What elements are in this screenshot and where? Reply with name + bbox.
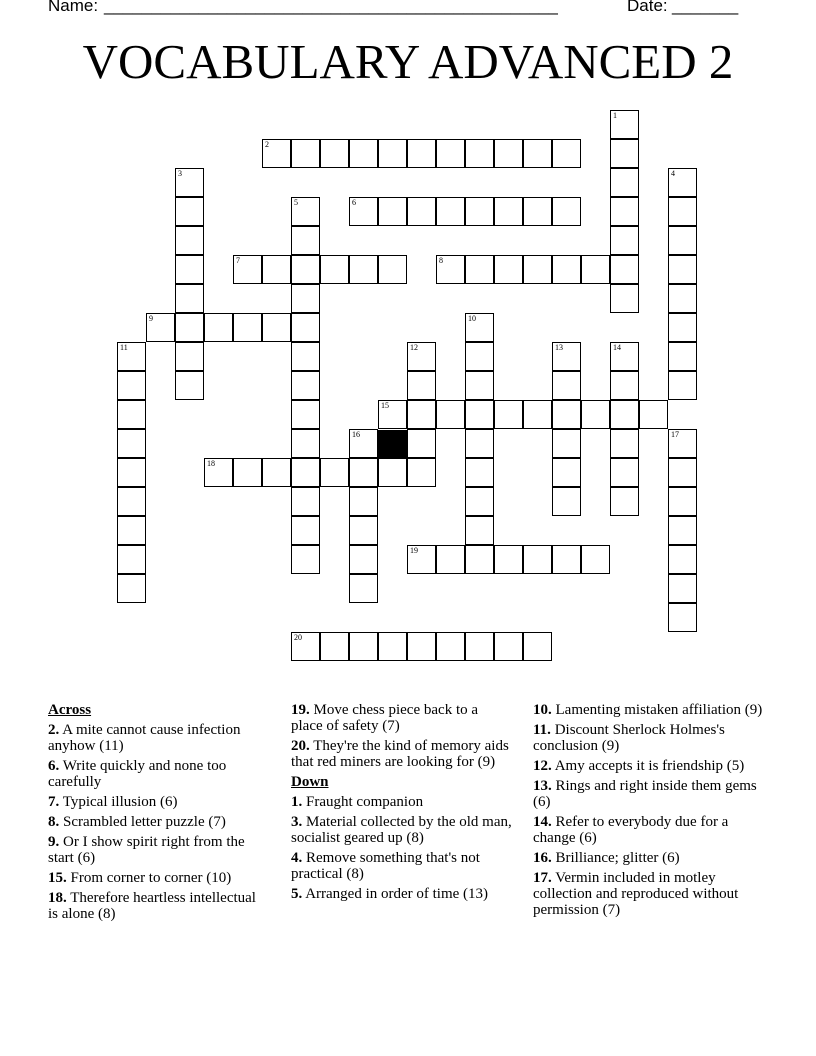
clue-number: 5 bbox=[294, 198, 298, 207]
clue-number: 2 bbox=[265, 140, 269, 149]
grid-cell[interactable] bbox=[581, 255, 610, 284]
grid-cell[interactable] bbox=[378, 139, 407, 168]
grid-cell[interactable] bbox=[291, 371, 320, 400]
grid-cell[interactable] bbox=[291, 487, 320, 516]
clue-text: Scrambled letter puzzle (7) bbox=[63, 814, 226, 830]
clue-number: 6. bbox=[48, 758, 60, 774]
grid-cell[interactable] bbox=[291, 284, 320, 313]
clue-text: Move chess piece back to a place of safety (7) bbox=[291, 702, 479, 734]
grid-cell[interactable] bbox=[465, 516, 494, 545]
across-clue bbox=[291, 702, 513, 734]
grid-cell[interactable] bbox=[407, 371, 436, 400]
grid-cell[interactable] bbox=[407, 197, 436, 226]
clue-number: 7 bbox=[236, 256, 240, 265]
grid-cell[interactable] bbox=[668, 458, 697, 487]
grid-cell[interactable] bbox=[465, 429, 494, 458]
grid-cell[interactable] bbox=[465, 487, 494, 516]
grid-cell[interactable] bbox=[494, 632, 523, 661]
grid-cell[interactable] bbox=[175, 168, 204, 197]
clue-text: Refer to everybody due for a change (6) bbox=[533, 814, 729, 846]
grid-cell[interactable] bbox=[349, 487, 378, 516]
grid-cell[interactable] bbox=[668, 226, 697, 255]
grid-cell[interactable] bbox=[320, 139, 349, 168]
clue-number: 20 bbox=[294, 633, 302, 642]
grid-cell[interactable] bbox=[175, 284, 204, 313]
grid-cell[interactable] bbox=[378, 255, 407, 284]
grid-cell[interactable] bbox=[378, 458, 407, 487]
grid-cell[interactable] bbox=[291, 313, 320, 342]
clue-number: 13 bbox=[555, 343, 563, 352]
clue-number: 15 bbox=[381, 401, 389, 410]
clue-text: Or I show spirit right from the start (6) bbox=[48, 834, 245, 866]
grid-cell[interactable] bbox=[552, 429, 581, 458]
clue-number: 19. bbox=[291, 702, 310, 718]
grid-cell[interactable] bbox=[349, 458, 378, 487]
grid-cell[interactable] bbox=[668, 545, 697, 574]
grid-cell[interactable] bbox=[175, 226, 204, 255]
grid-cell[interactable] bbox=[552, 458, 581, 487]
clue-text: Therefore heartless intellectual is alone (8) bbox=[48, 890, 256, 922]
page-title: VOCABULARY ADVANCED 2 bbox=[82, 34, 734, 89]
grid-cell[interactable] bbox=[233, 313, 262, 342]
grid-cell[interactable] bbox=[610, 371, 639, 400]
grid-cell[interactable] bbox=[349, 197, 378, 226]
clue-number: 2. bbox=[48, 722, 60, 738]
clue-number: 13. bbox=[533, 778, 552, 794]
grid-cell[interactable] bbox=[291, 139, 320, 168]
grid-cell[interactable] bbox=[465, 458, 494, 487]
grid-cell[interactable] bbox=[436, 255, 465, 284]
clue-text: They're the kind of memory aids that red miners are looking for (9) bbox=[291, 738, 509, 770]
grid-cell[interactable] bbox=[175, 342, 204, 371]
grid-cell[interactable] bbox=[291, 197, 320, 226]
grid-cell[interactable] bbox=[291, 255, 320, 284]
grid-cell[interactable] bbox=[349, 139, 378, 168]
grid-cell[interactable] bbox=[117, 342, 146, 371]
clue-number: 17. bbox=[533, 870, 552, 886]
clue-number: 5. bbox=[291, 886, 303, 902]
grid-cell[interactable] bbox=[117, 545, 146, 574]
grid-cell[interactable] bbox=[610, 110, 639, 139]
grid-cell[interactable] bbox=[146, 313, 175, 342]
grid-cell[interactable] bbox=[523, 197, 552, 226]
clue-text: Typical illusion (6) bbox=[62, 794, 178, 810]
down-clue bbox=[291, 794, 513, 810]
clue-number: 18 bbox=[207, 459, 215, 468]
grid-cell[interactable] bbox=[610, 342, 639, 371]
grid-cell[interactable] bbox=[494, 255, 523, 284]
grid-cell[interactable] bbox=[610, 487, 639, 516]
grid-cell[interactable] bbox=[320, 458, 349, 487]
grid-cell[interactable] bbox=[175, 313, 204, 342]
grid-cell[interactable] bbox=[552, 139, 581, 168]
grid-cell[interactable] bbox=[668, 487, 697, 516]
clue-text: From corner to corner (10) bbox=[70, 870, 232, 886]
clue-number: 6 bbox=[352, 198, 356, 207]
clue-number: 11 bbox=[120, 343, 128, 352]
clue-column-1 bbox=[48, 702, 268, 926]
grid-cell[interactable] bbox=[349, 632, 378, 661]
clue-number: 10 bbox=[468, 314, 476, 323]
grid-cell[interactable] bbox=[117, 574, 146, 603]
grid-cell[interactable] bbox=[610, 284, 639, 313]
clue-number: 1. bbox=[291, 794, 303, 810]
clue-number: 4 bbox=[671, 169, 675, 178]
clue-number: 9. bbox=[48, 834, 60, 850]
grid-cell[interactable] bbox=[581, 545, 610, 574]
clue-number: 4. bbox=[291, 850, 303, 866]
grid-cell[interactable] bbox=[668, 197, 697, 226]
name-field-line[interactable]: ________________________________________________ bbox=[104, 0, 558, 15]
clue-heading: Across bbox=[48, 702, 92, 718]
date-label: Date: bbox=[627, 0, 668, 15]
clue-number: 20. bbox=[291, 738, 310, 754]
across-clue bbox=[48, 870, 268, 886]
across-clue bbox=[48, 758, 268, 790]
down-clue bbox=[533, 870, 763, 918]
grid-cell[interactable] bbox=[465, 197, 494, 226]
clue-number: 17 bbox=[671, 430, 679, 439]
grid-cell[interactable] bbox=[610, 168, 639, 197]
grid-cell[interactable] bbox=[668, 516, 697, 545]
grid-cell[interactable] bbox=[639, 400, 668, 429]
name-label: Name: bbox=[48, 0, 99, 15]
grid-cell[interactable] bbox=[552, 487, 581, 516]
grid-cell[interactable] bbox=[262, 313, 291, 342]
grid-cell[interactable] bbox=[175, 197, 204, 226]
clue-number: 10. bbox=[533, 702, 552, 718]
clue-number: 7. bbox=[48, 794, 60, 810]
clue-number: 16 bbox=[352, 430, 360, 439]
grid-cell[interactable] bbox=[465, 342, 494, 371]
grid-cell[interactable] bbox=[204, 458, 233, 487]
grid-cell[interactable] bbox=[407, 342, 436, 371]
down-clue bbox=[533, 722, 763, 754]
grid-cell[interactable] bbox=[436, 139, 465, 168]
clue-column-3 bbox=[533, 702, 763, 922]
grid-cell[interactable] bbox=[668, 603, 697, 632]
date-field-line[interactable]: _______ bbox=[672, 0, 739, 15]
across-clue bbox=[48, 722, 268, 754]
clue-text: Vermin included in motley collection and reproduced without permission (7) bbox=[533, 870, 739, 918]
grid-cell[interactable] bbox=[668, 313, 697, 342]
grid-cell[interactable] bbox=[291, 342, 320, 371]
grid-cell[interactable] bbox=[436, 197, 465, 226]
grid-cell[interactable] bbox=[407, 429, 436, 458]
clue-number: 9 bbox=[149, 314, 153, 323]
grid-cell[interactable] bbox=[378, 197, 407, 226]
clue-number: 15. bbox=[48, 870, 67, 886]
clue-column-2 bbox=[291, 702, 513, 906]
grid-cell[interactable] bbox=[233, 458, 262, 487]
grid-cell[interactable] bbox=[668, 284, 697, 313]
across-clue bbox=[48, 814, 268, 830]
clue-number: 14 bbox=[613, 343, 621, 352]
grid-cell[interactable] bbox=[523, 400, 552, 429]
grid-cell[interactable] bbox=[465, 545, 494, 574]
grid-cell[interactable] bbox=[465, 255, 494, 284]
clue-text: Lamenting mistaken affiliation (9) bbox=[555, 702, 763, 718]
down-clue bbox=[533, 850, 763, 866]
grid-cell[interactable] bbox=[291, 632, 320, 661]
clue-number: 18. bbox=[48, 890, 67, 906]
grid-cell[interactable] bbox=[204, 313, 233, 342]
grid-cell[interactable] bbox=[610, 197, 639, 226]
down-clue bbox=[291, 850, 513, 882]
down-clue bbox=[533, 702, 763, 718]
grid-cell[interactable] bbox=[465, 139, 494, 168]
grid-cell[interactable] bbox=[610, 458, 639, 487]
grid-cell[interactable] bbox=[291, 545, 320, 574]
grid-cell[interactable] bbox=[610, 226, 639, 255]
grid-cell[interactable] bbox=[610, 139, 639, 168]
grid-cell[interactable] bbox=[668, 371, 697, 400]
down-clue bbox=[533, 814, 763, 846]
clue-text: Amy accepts it is friendship (5) bbox=[554, 758, 745, 774]
grid-cell[interactable] bbox=[349, 516, 378, 545]
grid-cell[interactable] bbox=[291, 429, 320, 458]
grid-cell[interactable] bbox=[117, 487, 146, 516]
grid-cell[interactable] bbox=[668, 342, 697, 371]
clue-number: 3. bbox=[291, 814, 303, 830]
grid-cell[interactable] bbox=[668, 574, 697, 603]
across-clue bbox=[291, 738, 513, 770]
down-clue bbox=[291, 886, 513, 902]
across-clue bbox=[48, 794, 268, 810]
grid-cell[interactable] bbox=[349, 545, 378, 574]
down-clue bbox=[533, 778, 763, 810]
grid-cell[interactable] bbox=[291, 516, 320, 545]
clue-text: Rings and right inside them gems (6) bbox=[533, 778, 757, 810]
down-clue bbox=[291, 814, 513, 846]
grid-cell[interactable] bbox=[320, 255, 349, 284]
grid-cell[interactable] bbox=[668, 255, 697, 284]
grid-cell[interactable] bbox=[523, 545, 552, 574]
grid-cell[interactable] bbox=[436, 400, 465, 429]
grid-cell[interactable] bbox=[552, 197, 581, 226]
grid-cell[interactable] bbox=[610, 255, 639, 284]
grid-cell[interactable] bbox=[291, 400, 320, 429]
grid-cell[interactable] bbox=[465, 371, 494, 400]
grid-cell[interactable] bbox=[552, 371, 581, 400]
grid-cell[interactable] bbox=[523, 632, 552, 661]
grid-cell[interactable] bbox=[610, 429, 639, 458]
grid-cell[interactable] bbox=[117, 371, 146, 400]
grid-cell[interactable] bbox=[349, 255, 378, 284]
clue-text: Discount Sherlock Holmes's conclusion (9) bbox=[533, 722, 725, 754]
grid-cell[interactable] bbox=[262, 255, 291, 284]
grid-cell[interactable] bbox=[523, 139, 552, 168]
grid-cell[interactable] bbox=[552, 400, 581, 429]
grid-cell[interactable] bbox=[610, 400, 639, 429]
grid-cell[interactable] bbox=[378, 632, 407, 661]
grid-cell[interactable] bbox=[523, 255, 552, 284]
clue-number: 3 bbox=[178, 169, 182, 178]
grid-cell[interactable] bbox=[436, 632, 465, 661]
clue-number: 11. bbox=[533, 722, 551, 738]
grid-cell[interactable] bbox=[668, 168, 697, 197]
grid-cell[interactable] bbox=[407, 458, 436, 487]
clue-text: Fraught companion bbox=[306, 794, 424, 810]
across-clue bbox=[48, 834, 268, 866]
grid-cell[interactable] bbox=[407, 400, 436, 429]
grid-cell[interactable] bbox=[465, 400, 494, 429]
black-cell bbox=[378, 430, 407, 459]
clue-number: 19 bbox=[410, 546, 418, 555]
grid-cell[interactable] bbox=[552, 255, 581, 284]
clue-number: 16. bbox=[533, 850, 552, 866]
clue-text: Remove something that's not practical (8) bbox=[291, 850, 480, 882]
clue-text: Material collected by the old man, socialist geared up (8) bbox=[291, 814, 512, 846]
grid-cell[interactable] bbox=[407, 545, 436, 574]
grid-cell[interactable] bbox=[494, 545, 523, 574]
grid-cell[interactable] bbox=[291, 226, 320, 255]
grid-cell[interactable] bbox=[494, 400, 523, 429]
grid-cell[interactable] bbox=[117, 400, 146, 429]
clue-number: 1 bbox=[613, 111, 617, 120]
clue-number: 12 bbox=[410, 343, 418, 352]
grid-cell[interactable] bbox=[117, 516, 146, 545]
clue-text: A mite cannot cause infection anyhow (11) bbox=[48, 722, 241, 754]
grid-cell[interactable] bbox=[349, 429, 378, 458]
down-clue bbox=[533, 758, 763, 774]
grid-cell[interactable] bbox=[465, 632, 494, 661]
grid-cell[interactable] bbox=[175, 255, 204, 284]
clue-text: Write quickly and none too carefully bbox=[48, 758, 227, 790]
grid-cell[interactable] bbox=[407, 139, 436, 168]
clue-text: Brilliance; glitter (6) bbox=[555, 850, 680, 866]
grid-cell[interactable] bbox=[494, 139, 523, 168]
clue-number: 8. bbox=[48, 814, 60, 830]
grid-cell[interactable] bbox=[117, 458, 146, 487]
clue-number: 8 bbox=[439, 256, 443, 265]
grid-cell[interactable] bbox=[291, 458, 320, 487]
grid-cell[interactable] bbox=[320, 632, 349, 661]
grid-cell[interactable] bbox=[233, 255, 262, 284]
grid-cell[interactable] bbox=[465, 313, 494, 342]
clue-heading: Down bbox=[291, 774, 329, 790]
grid-cell[interactable] bbox=[262, 458, 291, 487]
grid-cell[interactable] bbox=[668, 429, 697, 458]
clue-number: 12. bbox=[533, 758, 552, 774]
grid-cell[interactable] bbox=[407, 632, 436, 661]
grid-cell[interactable] bbox=[262, 139, 291, 168]
clue-text: Arranged in order of time (13) bbox=[305, 886, 489, 902]
grid-cell[interactable] bbox=[378, 400, 407, 429]
grid-cell[interactable] bbox=[494, 197, 523, 226]
across-clue bbox=[48, 890, 268, 922]
grid-cell[interactable] bbox=[436, 545, 465, 574]
grid-cell[interactable] bbox=[349, 574, 378, 603]
grid-cell[interactable] bbox=[117, 429, 146, 458]
grid-cell[interactable] bbox=[581, 400, 610, 429]
grid-cell[interactable] bbox=[552, 545, 581, 574]
grid-cell[interactable] bbox=[175, 371, 204, 400]
grid-cell[interactable] bbox=[552, 342, 581, 371]
clue-number: 14. bbox=[533, 814, 552, 830]
